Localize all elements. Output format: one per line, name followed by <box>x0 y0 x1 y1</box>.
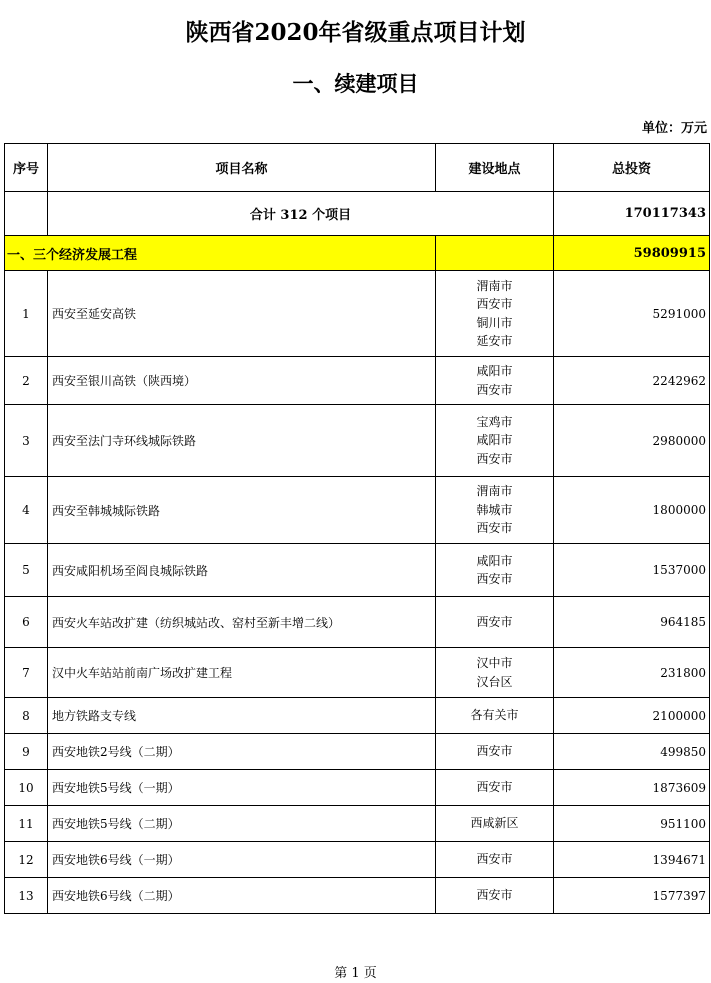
project-name: 西安咸阳机场至阎良城际铁路 <box>48 544 436 597</box>
location-line: 西安市 <box>476 572 513 586</box>
unit-label: 单位：万元 <box>641 121 707 136</box>
category-investment: 59809915 <box>554 236 710 271</box>
category-row <box>5 236 710 271</box>
category-location-cell <box>436 236 554 271</box>
location-line: 延安市 <box>476 334 513 348</box>
location-line: 西安市 <box>476 744 513 759</box>
row-number: 9 <box>5 734 48 770</box>
project-location <box>436 698 554 734</box>
header-row <box>5 144 710 192</box>
row-number: 10 <box>5 770 48 806</box>
row-number: 11 <box>5 806 48 842</box>
total-investment: 170117343 <box>554 192 710 236</box>
project-investment: 2242962 <box>554 357 710 405</box>
total-label: 合计 312 个项目 <box>48 192 554 236</box>
table-row <box>5 698 710 734</box>
total-row <box>5 192 710 236</box>
table-row <box>5 477 710 544</box>
project-name: 西安至韩城城际铁路 <box>48 477 436 544</box>
page-number: 第 1 页 <box>334 966 377 981</box>
table-row <box>5 878 710 914</box>
row-number: 7 <box>5 648 48 698</box>
row-number: 12 <box>5 842 48 878</box>
header-no: 序号 <box>5 144 48 192</box>
location-line: 西安市 <box>476 451 513 466</box>
header-location: 建设地点 <box>436 144 554 192</box>
project-name: 西安地铁6号线（二期） <box>48 878 436 914</box>
project-location <box>436 878 554 914</box>
table-row <box>5 806 710 842</box>
project-investment: 964185 <box>554 597 710 648</box>
page-title: 陕西省2020年省级重点项目计划 <box>185 19 526 46</box>
location-line: 西安市 <box>476 297 513 311</box>
table-row <box>5 770 710 806</box>
table-row <box>5 357 710 405</box>
location-line: 韩城市 <box>476 502 513 517</box>
project-location <box>436 648 554 698</box>
project-location <box>436 806 554 842</box>
location-line: 西安市 <box>476 852 513 867</box>
project-location <box>436 271 554 357</box>
header-name: 项目名称 <box>48 144 436 192</box>
project-name: 西安至法门寺环线城际铁路 <box>48 405 436 477</box>
row-number: 3 <box>5 405 48 477</box>
row-number: 13 <box>5 878 48 914</box>
project-investment: 951100 <box>554 806 710 842</box>
project-investment: 231800 <box>554 648 710 698</box>
location-line: 西安市 <box>476 614 513 629</box>
table-row <box>5 597 710 648</box>
table-row <box>5 405 710 477</box>
header-investment: 总投资 <box>554 144 710 192</box>
location-line: 铜川市 <box>476 315 513 330</box>
location-line: 渭南市 <box>476 278 513 293</box>
project-location <box>436 842 554 878</box>
project-location <box>436 357 554 405</box>
project-investment: 2980000 <box>554 405 710 477</box>
location-line: 西安市 <box>476 888 513 903</box>
total-no-cell <box>5 192 48 236</box>
location-line: 西安市 <box>476 521 513 536</box>
location-line: 咸阳市 <box>476 364 513 378</box>
project-location <box>436 770 554 806</box>
project-location <box>436 734 554 770</box>
location-line: 西咸新区 <box>470 816 519 831</box>
project-name: 汉中火车站站前南广场改扩建工程 <box>48 648 436 698</box>
row-number: 6 <box>5 597 48 648</box>
location-line: 咸阳市 <box>476 553 513 568</box>
section-subtitle: 一、续建项目 <box>292 71 419 96</box>
location-line: 西安市 <box>476 382 513 397</box>
project-investment: 1577397 <box>554 878 710 914</box>
location-line: 各有关市 <box>470 708 519 723</box>
project-investment: 1394671 <box>554 842 710 878</box>
project-investment: 1800000 <box>554 477 710 544</box>
project-investment: 1537000 <box>554 544 710 597</box>
row-number: 2 <box>5 357 48 405</box>
table-row <box>5 734 710 770</box>
location-line: 咸阳市 <box>476 433 513 448</box>
category-label: 一、三个经济发展工程 <box>5 236 436 271</box>
project-location <box>436 405 554 477</box>
table-row <box>5 842 710 878</box>
location-line: 渭南市 <box>476 484 513 499</box>
project-investment: 2100000 <box>554 698 710 734</box>
project-name: 西安地铁2号线（二期） <box>48 734 436 770</box>
table-row <box>5 271 710 357</box>
table-row <box>5 544 710 597</box>
row-number: 5 <box>5 544 48 597</box>
project-name: 西安至延安高铁 <box>48 271 436 357</box>
row-number: 4 <box>5 477 48 544</box>
project-name: 西安火车站改扩建（纺织城站改、窑村至新丰增二线） <box>48 597 436 648</box>
project-name: 西安地铁6号线（一期） <box>48 842 436 878</box>
project-name: 西安地铁5号线（二期） <box>48 806 436 842</box>
location-line: 汉中市 <box>476 656 513 670</box>
location-line: 西安市 <box>476 780 513 795</box>
location-line: 汉台区 <box>476 674 513 689</box>
project-table <box>4 143 710 914</box>
project-location <box>436 477 554 544</box>
row-number: 8 <box>5 698 48 734</box>
project-location <box>436 544 554 597</box>
project-investment: 1873609 <box>554 770 710 806</box>
project-investment: 499850 <box>554 734 710 770</box>
row-number: 1 <box>5 271 48 357</box>
project-name: 西安地铁5号线（一期） <box>48 770 436 806</box>
project-name: 地方铁路支专线 <box>48 698 436 734</box>
location-line: 宝鸡市 <box>476 414 513 429</box>
project-investment: 5291000 <box>554 271 710 357</box>
table-row <box>5 648 710 698</box>
project-name: 西安至银川高铁（陕西境） <box>48 357 436 405</box>
project-location <box>436 597 554 648</box>
